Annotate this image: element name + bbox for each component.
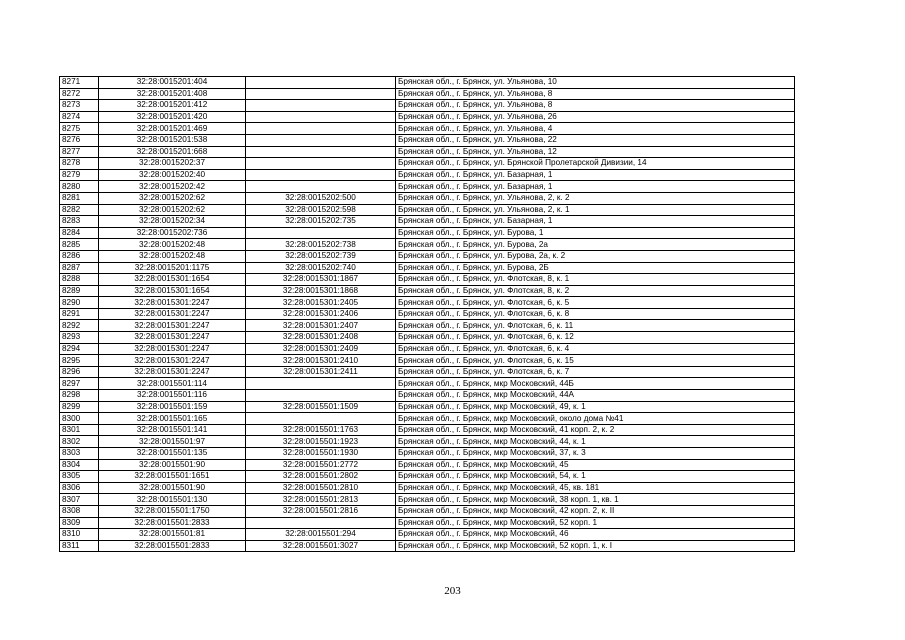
page-number: 203 <box>444 585 461 597</box>
building-cadastral-number-cell: 32:28:0015501:2813 <box>246 494 396 506</box>
table-row <box>60 285 795 297</box>
building-cadastral-number-cell <box>246 181 396 193</box>
building-cadastral-number-cell: 32:28:0015202:735 <box>246 216 396 228</box>
cadastral-number-cell: 32:28:0015501:1651 <box>99 471 246 483</box>
address-cell: Брянская обл., г. Брянск, ул. Ульянова, 8 <box>396 88 795 100</box>
cadastral-number-cell: 32:28:0015501:114 <box>99 378 246 390</box>
cadastral-number-cell: 32:28:0015301:2247 <box>99 297 246 309</box>
table-row <box>60 146 795 158</box>
row-number-cell: 8272 <box>60 88 99 100</box>
building-cadastral-number-cell: 32:28:0015301:2405 <box>246 297 396 309</box>
address-cell: Брянская обл., г. Брянск, ул. Флотская, 6, к. 11 <box>396 320 795 332</box>
cadastral-number-cell: 32:28:0015202:736 <box>99 227 246 239</box>
table-row <box>60 448 795 460</box>
row-number-cell: 8287 <box>60 262 99 274</box>
address-cell: Брянская обл., г. Брянск, мкр Московский, 49, к. 1 <box>396 401 795 413</box>
cadastral-number-cell: 32:28:0015202:37 <box>99 158 246 170</box>
address-cell: Брянская обл., г. Брянск, ул. Флотская, 8, к. 1 <box>396 274 795 286</box>
building-cadastral-number-cell: 32:28:0015501:294 <box>246 529 396 541</box>
address-cell: Брянская обл., г. Брянск, мкр Московский, 42 корп. 2, к. II <box>396 505 795 517</box>
cadastral-number-cell: 32:28:0015501:141 <box>99 424 246 436</box>
building-cadastral-number-cell: 32:28:0015501:2802 <box>246 471 396 483</box>
table-row <box>60 343 795 355</box>
cadastral-number-cell: 32:28:0015202:62 <box>99 192 246 204</box>
address-cell: Брянская обл., г. Брянск, ул. Базарная, 1 <box>396 181 795 193</box>
table-row <box>60 505 795 517</box>
row-number-cell: 8304 <box>60 459 99 471</box>
building-cadastral-number-cell: 32:28:0015501:1923 <box>246 436 396 448</box>
row-number-cell: 8289 <box>60 285 99 297</box>
building-cadastral-number-cell: 32:28:0015501:3027 <box>246 540 396 552</box>
address-cell: Брянская обл., г. Брянск, мкр Московский, 46 <box>396 529 795 541</box>
row-number-cell: 8294 <box>60 343 99 355</box>
row-number-cell: 8274 <box>60 111 99 123</box>
cadastral-number-cell: 32:28:0015301:2247 <box>99 366 246 378</box>
table-row <box>60 274 795 286</box>
row-number-cell: 8291 <box>60 308 99 320</box>
row-number-cell: 8276 <box>60 134 99 146</box>
row-number-cell: 8293 <box>60 332 99 344</box>
cadastral-number-cell: 32:28:0015202:34 <box>99 216 246 228</box>
row-number-cell: 8283 <box>60 216 99 228</box>
cadastral-number-cell: 32:28:0015201:404 <box>99 77 246 89</box>
table-row <box>60 366 795 378</box>
table-row <box>60 169 795 181</box>
row-number-cell: 8297 <box>60 378 99 390</box>
building-cadastral-number-cell: 32:28:0015501:2810 <box>246 482 396 494</box>
building-cadastral-number-cell: 32:28:0015501:2772 <box>246 459 396 471</box>
table-row <box>60 216 795 228</box>
registry-table-body <box>60 77 795 552</box>
building-cadastral-number-cell <box>246 100 396 112</box>
cadastral-number-cell: 32:28:0015201:469 <box>99 123 246 135</box>
registry-table <box>59 76 795 552</box>
row-number-cell: 8295 <box>60 355 99 367</box>
building-cadastral-number-cell <box>246 517 396 529</box>
cadastral-number-cell: 32:28:0015501:116 <box>99 390 246 402</box>
building-cadastral-number-cell <box>246 146 396 158</box>
table-row <box>60 332 795 344</box>
cadastral-number-cell: 32:28:0015202:42 <box>99 181 246 193</box>
cadastral-number-cell: 32:28:0015301:1654 <box>99 274 246 286</box>
building-cadastral-number-cell <box>246 88 396 100</box>
address-cell: Брянская обл., г. Брянск, ул. Бурова, 2а, к. 2 <box>396 250 795 262</box>
row-number-cell: 8305 <box>60 471 99 483</box>
building-cadastral-number-cell: 32:28:0015301:2408 <box>246 332 396 344</box>
cadastral-number-cell: 32:28:0015202:48 <box>99 239 246 251</box>
building-cadastral-number-cell: 32:28:0015202:738 <box>246 239 396 251</box>
cadastral-number-cell: 32:28:0015501:97 <box>99 436 246 448</box>
building-cadastral-number-cell: 32:28:0015501:1763 <box>246 424 396 436</box>
row-number-cell: 8277 <box>60 146 99 158</box>
address-cell: Брянская обл., г. Брянск, мкр Московский, 52 корп. 1, к. I <box>396 540 795 552</box>
table-row <box>60 471 795 483</box>
row-number-cell: 8301 <box>60 424 99 436</box>
table-row <box>60 227 795 239</box>
table-row <box>60 378 795 390</box>
row-number-cell: 8282 <box>60 204 99 216</box>
table-row <box>60 204 795 216</box>
address-cell: Брянская обл., г. Брянск, мкр Московский, 41 корп. 2, к. 2 <box>396 424 795 436</box>
building-cadastral-number-cell <box>246 77 396 89</box>
building-cadastral-number-cell <box>246 390 396 402</box>
cadastral-number-cell: 32:28:0015301:2247 <box>99 332 246 344</box>
address-cell: Брянская обл., г. Брянск, ул. Флотская, 6, к. 12 <box>396 332 795 344</box>
address-cell: Брянская обл., г. Брянск, ул. Флотская, 6, к. 8 <box>396 308 795 320</box>
row-number-cell: 8290 <box>60 297 99 309</box>
table-row <box>60 100 795 112</box>
table-row <box>60 123 795 135</box>
building-cadastral-number-cell: 32:28:0015202:598 <box>246 204 396 216</box>
address-cell: Брянская обл., г. Брянск, мкр Московский, 45 <box>396 459 795 471</box>
building-cadastral-number-cell: 32:28:0015501:2816 <box>246 505 396 517</box>
table-row <box>60 436 795 448</box>
building-cadastral-number-cell <box>246 227 396 239</box>
address-cell: Брянская обл., г. Брянск, ул. Бурова, 2Б <box>396 262 795 274</box>
row-number-cell: 8303 <box>60 448 99 460</box>
address-cell: Брянская обл., г. Брянск, ул. Флотская, 8, к. 2 <box>396 285 795 297</box>
address-cell: Брянская обл., г. Брянск, ул. Ульянова, 12 <box>396 146 795 158</box>
row-number-cell: 8288 <box>60 274 99 286</box>
cadastral-number-cell: 32:28:0015501:135 <box>99 448 246 460</box>
row-number-cell: 8275 <box>60 123 99 135</box>
cadastral-number-cell: 32:28:0015501:90 <box>99 482 246 494</box>
building-cadastral-number-cell <box>246 169 396 181</box>
cadastral-number-cell: 32:28:0015301:2247 <box>99 343 246 355</box>
address-cell: Брянская обл., г. Брянск, ул. Бурова, 1 <box>396 227 795 239</box>
cadastral-number-cell: 32:28:0015301:2247 <box>99 355 246 367</box>
cadastral-number-cell: 32:28:0015501:130 <box>99 494 246 506</box>
row-number-cell: 8308 <box>60 505 99 517</box>
table-row <box>60 540 795 552</box>
address-cell: Брянская обл., г. Брянск, ул. Ульянова, 2, к. 1 <box>396 204 795 216</box>
cadastral-number-cell: 32:28:0015201:412 <box>99 100 246 112</box>
cadastral-number-cell: 32:28:0015501:165 <box>99 413 246 425</box>
row-number-cell: 8279 <box>60 169 99 181</box>
building-cadastral-number-cell <box>246 413 396 425</box>
building-cadastral-number-cell: 32:28:0015202:740 <box>246 262 396 274</box>
cadastral-number-cell: 32:28:0015501:2833 <box>99 517 246 529</box>
address-cell: Брянская обл., г. Брянск, ул. Ульянова, 10 <box>396 77 795 89</box>
building-cadastral-number-cell: 32:28:0015301:2409 <box>246 343 396 355</box>
table-row <box>60 192 795 204</box>
address-cell: Брянская обл., г. Брянск, ул. Бурова, 2а <box>396 239 795 251</box>
address-cell: Брянская обл., г. Брянск, ул. Флотская, 6, к. 5 <box>396 297 795 309</box>
building-cadastral-number-cell: 32:28:0015202:500 <box>246 192 396 204</box>
table-row <box>60 88 795 100</box>
table-row <box>60 459 795 471</box>
row-number-cell: 8307 <box>60 494 99 506</box>
table-row <box>60 494 795 506</box>
address-cell: Брянская обл., г. Брянск, мкр Московский, 37, к. 3 <box>396 448 795 460</box>
address-cell: Брянская обл., г. Брянск, мкр Московский, 44, к. 1 <box>396 436 795 448</box>
cadastral-number-cell: 32:28:0015501:1750 <box>99 505 246 517</box>
row-number-cell: 8309 <box>60 517 99 529</box>
address-cell: Брянская обл., г. Брянск, ул. Базарная, 1 <box>396 169 795 181</box>
building-cadastral-number-cell: 32:28:0015301:2410 <box>246 355 396 367</box>
address-cell: Брянская обл., г. Брянск, мкр Московский, 52 корп. 1 <box>396 517 795 529</box>
cadastral-number-cell: 32:28:0015201:420 <box>99 111 246 123</box>
table-row <box>60 239 795 251</box>
row-number-cell: 8284 <box>60 227 99 239</box>
table-row <box>60 320 795 332</box>
building-cadastral-number-cell: 32:28:0015301:1868 <box>246 285 396 297</box>
table-row <box>60 250 795 262</box>
cadastral-number-cell: 32:28:0015201:1175 <box>99 262 246 274</box>
row-number-cell: 8292 <box>60 320 99 332</box>
cadastral-number-cell: 32:28:0015301:2247 <box>99 308 246 320</box>
row-number-cell: 8302 <box>60 436 99 448</box>
row-number-cell: 8285 <box>60 239 99 251</box>
address-cell: Брянская обл., г. Брянск, ул. Ульянова, 26 <box>396 111 795 123</box>
table-row <box>60 413 795 425</box>
address-cell: Брянская обл., г. Брянск, ул. Флотская, 6, к. 15 <box>396 355 795 367</box>
address-cell: Брянская обл., г. Брянск, ул. Ульянова, 4 <box>396 123 795 135</box>
table-row <box>60 308 795 320</box>
table-row <box>60 517 795 529</box>
row-number-cell: 8298 <box>60 390 99 402</box>
building-cadastral-number-cell: 32:28:0015501:1509 <box>246 401 396 413</box>
cadastral-number-cell: 32:28:0015501:2833 <box>99 540 246 552</box>
address-cell: Брянская обл., г. Брянск, ул. Базарная, 1 <box>396 216 795 228</box>
row-number-cell: 8271 <box>60 77 99 89</box>
address-cell: Брянская обл., г. Брянск, ул. Брянской Пролетарской Дивизии, 14 <box>396 158 795 170</box>
cadastral-number-cell: 32:28:0015202:40 <box>99 169 246 181</box>
building-cadastral-number-cell: 32:28:0015301:2406 <box>246 308 396 320</box>
table-row <box>60 297 795 309</box>
row-number-cell: 8281 <box>60 192 99 204</box>
row-number-cell: 8299 <box>60 401 99 413</box>
address-cell: Брянская обл., г. Брянск, мкр Московский, 54, к. 1 <box>396 471 795 483</box>
cadastral-number-cell: 32:28:0015301:1654 <box>99 285 246 297</box>
address-cell: Брянская обл., г. Брянск, ул. Ульянова, 8 <box>396 100 795 112</box>
table-row <box>60 77 795 89</box>
table-row <box>60 390 795 402</box>
building-cadastral-number-cell <box>246 158 396 170</box>
building-cadastral-number-cell <box>246 123 396 135</box>
building-cadastral-number-cell: 32:28:0015501:1930 <box>246 448 396 460</box>
cadastral-number-cell: 32:28:0015501:81 <box>99 529 246 541</box>
address-cell: Брянская обл., г. Брянск, ул. Ульянова, 22 <box>396 134 795 146</box>
table-row <box>60 401 795 413</box>
address-cell: Брянская обл., г. Брянск, мкр Московский, 38 корп. 1, кв. 1 <box>396 494 795 506</box>
building-cadastral-number-cell <box>246 134 396 146</box>
cadastral-number-cell: 32:28:0015301:2247 <box>99 320 246 332</box>
row-number-cell: 8273 <box>60 100 99 112</box>
row-number-cell: 8311 <box>60 540 99 552</box>
cadastral-number-cell: 32:28:0015501:159 <box>99 401 246 413</box>
table-row <box>60 158 795 170</box>
table-row <box>60 181 795 193</box>
address-cell: Брянская обл., г. Брянск, мкр Московский, 44Б <box>396 378 795 390</box>
row-number-cell: 8286 <box>60 250 99 262</box>
building-cadastral-number-cell <box>246 111 396 123</box>
building-cadastral-number-cell: 32:28:0015301:2411 <box>246 366 396 378</box>
table-row <box>60 424 795 436</box>
row-number-cell: 8306 <box>60 482 99 494</box>
row-number-cell: 8280 <box>60 181 99 193</box>
table-row <box>60 482 795 494</box>
building-cadastral-number-cell <box>246 378 396 390</box>
building-cadastral-number-cell: 32:28:0015301:2407 <box>246 320 396 332</box>
building-cadastral-number-cell: 32:28:0015301:1867 <box>246 274 396 286</box>
row-number-cell: 8300 <box>60 413 99 425</box>
table-row <box>60 111 795 123</box>
row-number-cell: 8278 <box>60 158 99 170</box>
cadastral-number-cell: 32:28:0015201:668 <box>99 146 246 158</box>
address-cell: Брянская обл., г. Брянск, мкр Московский, около дома №41 <box>396 413 795 425</box>
building-cadastral-number-cell: 32:28:0015202:739 <box>246 250 396 262</box>
cadastral-number-cell: 32:28:0015201:538 <box>99 134 246 146</box>
table-row <box>60 355 795 367</box>
address-cell: Брянская обл., г. Брянск, ул. Ульянова, 2, к. 2 <box>396 192 795 204</box>
row-number-cell: 8296 <box>60 366 99 378</box>
address-cell: Брянская обл., г. Брянск, мкр Московский, 45, кв. 181 <box>396 482 795 494</box>
table-row <box>60 134 795 146</box>
row-number-cell: 8310 <box>60 529 99 541</box>
table-row <box>60 529 795 541</box>
address-cell: Брянская обл., г. Брянск, ул. Флотская, 6, к. 4 <box>396 343 795 355</box>
cadastral-number-cell: 32:28:0015501:90 <box>99 459 246 471</box>
cadastral-number-cell: 32:28:0015201:408 <box>99 88 246 100</box>
table-row <box>60 262 795 274</box>
cadastral-number-cell: 32:28:0015202:48 <box>99 250 246 262</box>
cadastral-number-cell: 32:28:0015202:62 <box>99 204 246 216</box>
address-cell: Брянская обл., г. Брянск, ул. Флотская, 6, к. 7 <box>396 366 795 378</box>
address-cell: Брянская обл., г. Брянск, мкр Московский, 44А <box>396 390 795 402</box>
